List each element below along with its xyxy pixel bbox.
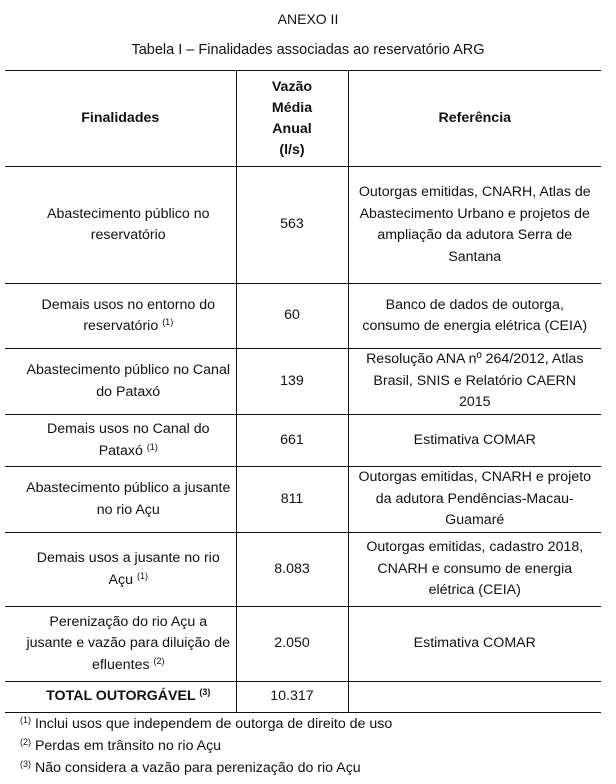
footnote-marker: (3) bbox=[199, 687, 211, 698]
header-vazao-line3: Anual bbox=[272, 120, 312, 137]
footnote-marker: (1) bbox=[162, 317, 174, 327]
footnote-marker: (1) bbox=[146, 441, 158, 452]
referencia-cell: Outorgas emitidas, CNARH e projeto da adutora Pendências-Macau-Guamaré bbox=[348, 467, 601, 533]
referencia-cell: Resolução ANA nº 264/2012, Atlas Brasil, SNIS e Relatório CAERN 2015 bbox=[348, 349, 601, 415]
header-vazao-line2: Média bbox=[271, 99, 313, 116]
finalidade-cell: Abastecimento público no reservatório bbox=[5, 167, 236, 284]
vazao-cell: 8.083 bbox=[236, 533, 348, 607]
vazao-cell: 2.050 bbox=[236, 607, 348, 682]
referencia-cell: Estimativa COMAR bbox=[348, 415, 601, 467]
finalidade-cell: Demais usos no entorno do reservatório $^{(1)}$ bbox=[5, 284, 236, 349]
header-vazao-line4: (l/s) bbox=[279, 141, 305, 158]
header-referencia: Referência bbox=[348, 71, 601, 167]
footnote-text: Não considera a vazão para perenização do rio Açu bbox=[34, 760, 361, 776]
finalidade-cell: Abastecimento público no Canal do Pataxó bbox=[5, 349, 236, 415]
vazao-cell: 139 bbox=[236, 349, 348, 415]
footnote-marker: (1) bbox=[136, 570, 148, 581]
referencia-cell: Outorgas emitidas, CNARH, Atlas de Abastecimento Urbano e projetos de ampliação da adutora Serra de Santana bbox=[348, 167, 601, 284]
table-title: Tabela I – Finalidades associadas ao reservatório ARG bbox=[131, 42, 485, 58]
footnote-marker: (2) bbox=[153, 655, 165, 666]
purposes-table bbox=[5, 70, 601, 713]
finalidade-cell: Abastecimento público a jusante no rio Açu bbox=[5, 467, 236, 533]
header-vazao bbox=[236, 71, 348, 167]
footnote-mark: (2) bbox=[20, 737, 31, 747]
referencia-cell: Estimativa COMAR bbox=[348, 607, 601, 682]
footnote-mark: (3) bbox=[20, 759, 31, 769]
referencia-cell: Banco de dados de outorga, consumo de energia elétrica (CEIA) bbox=[348, 284, 601, 349]
table-row bbox=[5, 349, 601, 415]
footnote-1 bbox=[20, 713, 392, 735]
footnote-text: Perdas em trânsito no rio Açu bbox=[34, 738, 222, 754]
finalidade-cell: Demais usos no Canal do Pataxó $^{(1)}$ bbox=[5, 415, 236, 467]
total-referencia-cell bbox=[348, 682, 601, 713]
vazao-cell: 661 bbox=[236, 415, 348, 467]
vazao-cell: 563 bbox=[236, 167, 348, 284]
table-row bbox=[5, 167, 601, 284]
footnote-3 bbox=[20, 757, 392, 779]
footnote-text: Inclui usos que independem de outorga de direito de uso bbox=[34, 716, 393, 732]
footnotes bbox=[20, 713, 392, 779]
finalidade-cell: Perenização do rio Açu a jusante e vazão para diluição de efluentes $^{(2)}$ bbox=[5, 607, 236, 682]
vazao-cell: 811 bbox=[236, 467, 348, 533]
table-row bbox=[5, 467, 601, 533]
table-row bbox=[5, 415, 601, 467]
total-row bbox=[5, 682, 601, 713]
finalidade-cell: Demais usos a jusante no rio Açu $^{(1)}$ bbox=[5, 533, 236, 607]
header-finalidades: Finalidades bbox=[5, 71, 236, 167]
total-vazao-cell: 10.317 bbox=[236, 682, 348, 713]
annex-title: ANEXO II bbox=[277, 11, 339, 27]
footnote-2 bbox=[20, 735, 392, 757]
footnote-mark: (1) bbox=[20, 715, 31, 725]
vazao-cell: 60 bbox=[236, 284, 348, 349]
header-vazao-line1: Vazão bbox=[271, 78, 313, 95]
total-label-cell: TOTAL OUTORGÁVEL $^{(3)}$ bbox=[5, 682, 236, 713]
referencia-cell: Outorgas emitidas, cadastro 2018, CNARH e consumo de energia elétrica (CEIA) bbox=[348, 533, 601, 607]
table-row bbox=[5, 607, 601, 682]
table-row bbox=[5, 533, 601, 607]
table-row bbox=[5, 284, 601, 349]
table-header-row bbox=[5, 71, 601, 167]
